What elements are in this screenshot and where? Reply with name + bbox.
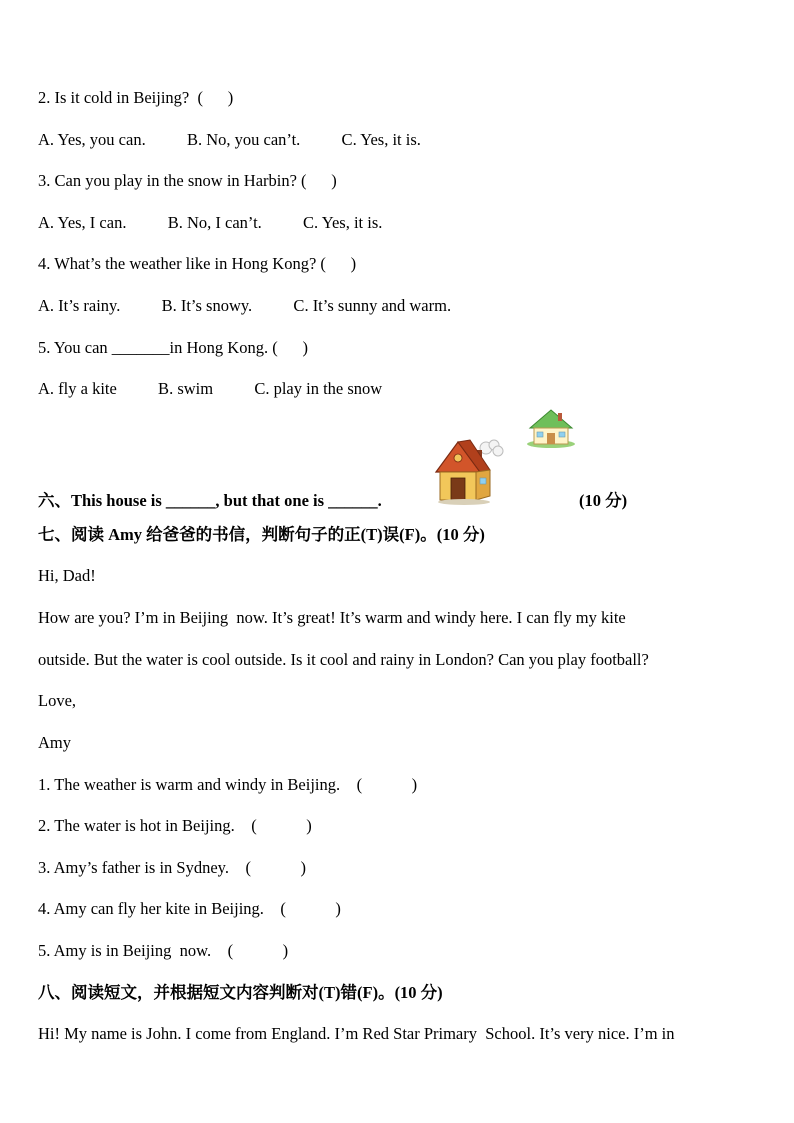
question-5-text: 5. You can _______in Hong Kong. ( ) bbox=[38, 338, 308, 357]
statement-2: 2. The water is hot in Beijing. ( ) bbox=[38, 816, 312, 835]
question-5-options: A. fly a kite B. swim C. play in the snow bbox=[38, 379, 383, 398]
statement-3: 3. Amy’s father is in Sydney. ( ) bbox=[38, 858, 306, 877]
question-2-text: 2. Is it cold in Beijing? ( ) bbox=[38, 88, 234, 107]
question-3-options: A. Yes, I can. B. No, I can’t. C. Yes, it is. bbox=[38, 213, 383, 232]
statement-1: 1. The weather is warm and windy in Beijing. ( ) bbox=[38, 775, 418, 794]
section-6-score: (10 分) bbox=[579, 491, 628, 510]
statement-5: 5. Amy is in Beijing now. ( ) bbox=[38, 941, 289, 960]
letter-body-line-1: How are you? I’m in Beijing now. It’s great! It’s warm and windy here. I can fly my kite bbox=[38, 608, 626, 627]
letter-closing: Love, bbox=[38, 691, 77, 710]
letter-signature: Amy bbox=[38, 733, 71, 752]
letter-greeting: Hi, Dad! bbox=[38, 566, 96, 585]
green-house-icon bbox=[524, 406, 578, 448]
question-2-options: A. Yes, you can. B. No, you can’t. C. Yes, it is. bbox=[38, 130, 421, 149]
question-3-text: 3. Can you play in the snow in Harbin? ( ) bbox=[38, 171, 337, 190]
red-house-icon bbox=[434, 436, 506, 506]
section-8-heading: 八、阅读短文，并根据短文内容判断对(T)错(F)。(10 分) bbox=[38, 983, 443, 1002]
passage-line-1: Hi! My name is John. I come from England. I’m Red Star Primary School. It’s very nice. I’m in bbox=[38, 1024, 675, 1043]
question-4-text: 4. What’s the weather like in Hong Kong? ( ) bbox=[38, 254, 357, 273]
letter-body-line-2: outside. But the water is cool outside. Is it cool and rainy in London? Can you play football? bbox=[38, 650, 649, 669]
section-6-question: 六、This house is ______, but that one is ______. bbox=[38, 491, 382, 510]
statement-4: 4. Amy can fly her kite in Beijing. ( ) bbox=[38, 899, 341, 918]
section-7-heading: 七、阅读 Amy 给爸爸的书信，判断句子的正(T)误(F)。(10 分) bbox=[38, 525, 485, 544]
question-4-options: A. It’s rainy. B. It’s snowy. C. It’s sunny and warm. bbox=[38, 296, 452, 315]
